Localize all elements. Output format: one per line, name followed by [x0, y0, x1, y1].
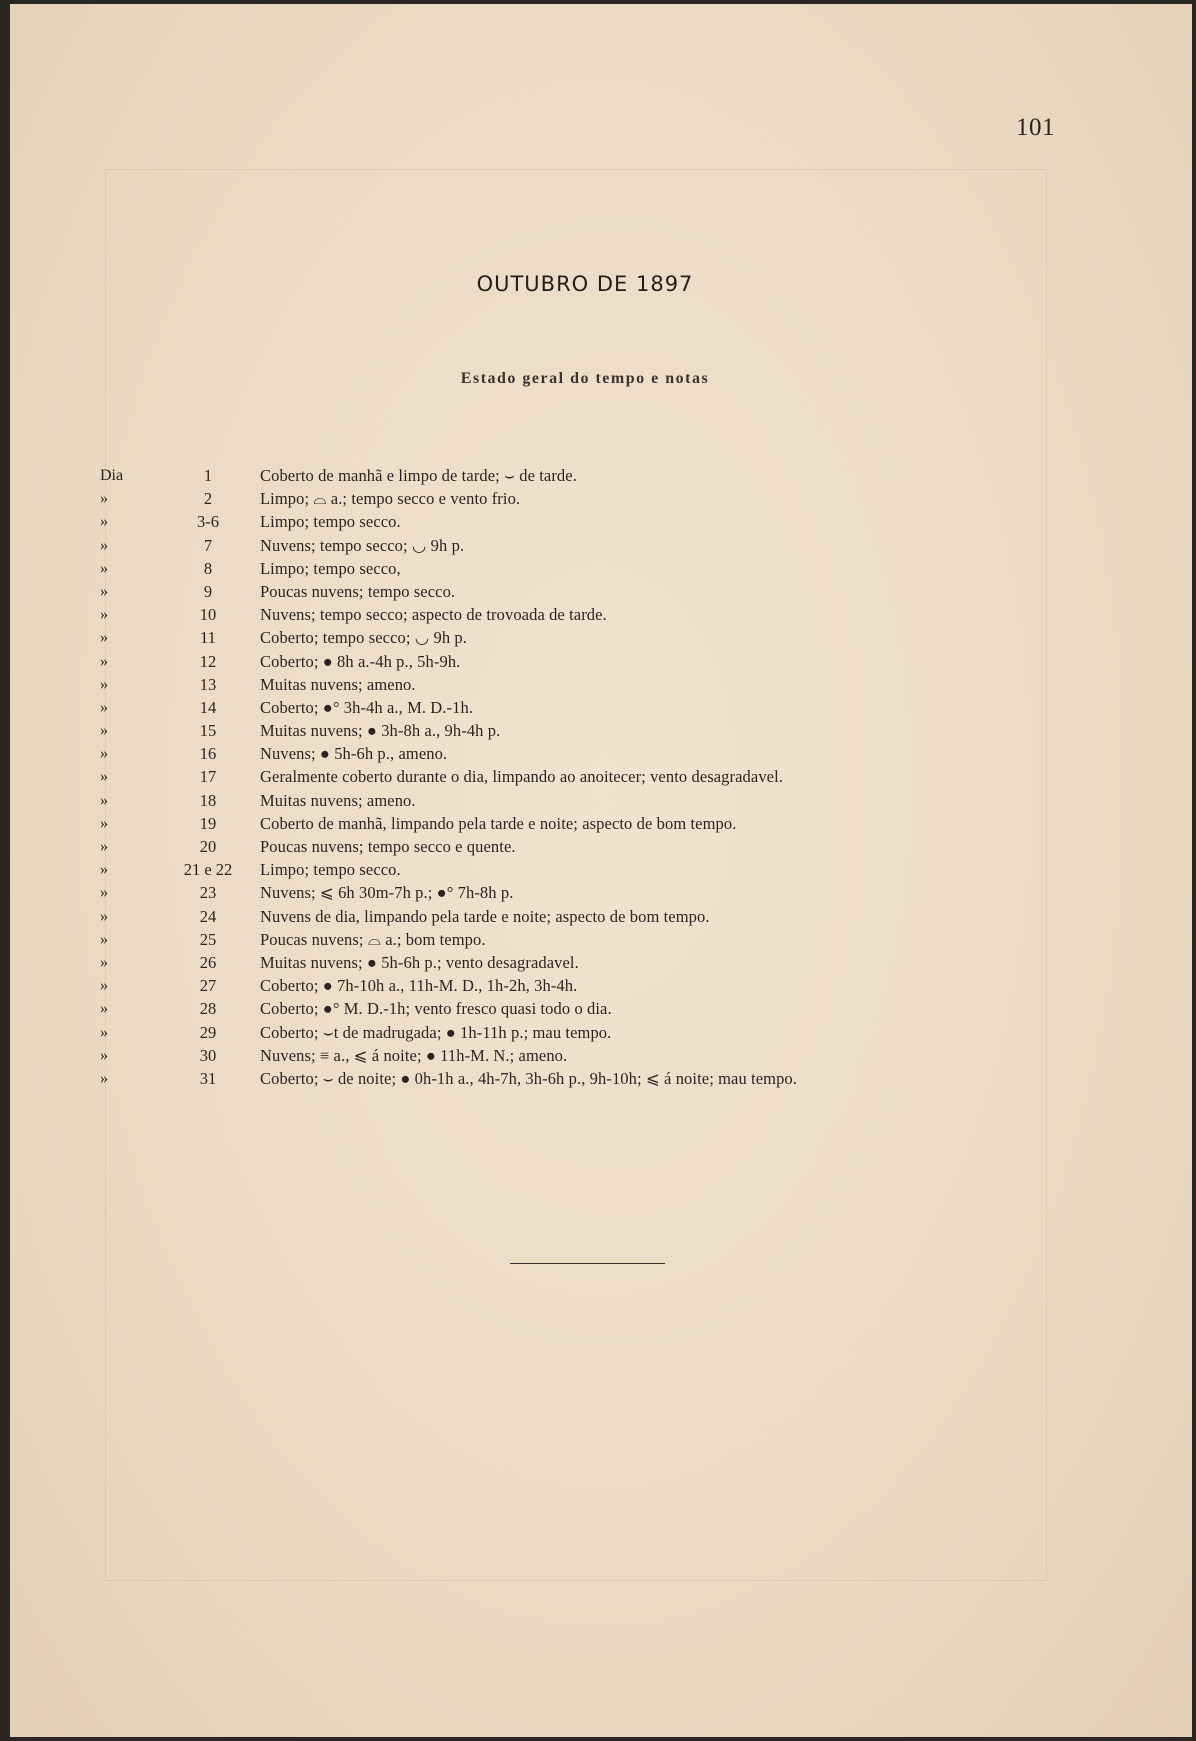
day-number: 14 — [199, 697, 217, 717]
day-label: » — [100, 675, 108, 693]
day-label: » — [100, 606, 108, 624]
day-label: » — [100, 698, 108, 716]
weather-note: Limpo; ⌓ a.; tempo secco e vento frio. — [260, 489, 521, 509]
day-label: » — [100, 1000, 108, 1018]
day-number: 15 — [199, 721, 217, 741]
day-number: 2 — [203, 489, 213, 509]
weather-note: Nuvens; ⩽ 6h 30m-7h p.; ●° 7h-8h p. — [260, 883, 514, 903]
day-number: 7 — [203, 535, 213, 555]
page-number: 101 — [1016, 114, 1055, 141]
day-label: » — [100, 559, 108, 577]
weather-note: Coberto; ⌣t de madrugada; ● 1h-11h p.; mau tempo. — [260, 1022, 612, 1042]
weather-note: Limpo; tempo secco, — [260, 558, 401, 578]
page-title: OUTUBRO DE 1897 — [476, 272, 694, 296]
weather-note: Muitas nuvens; ameno. — [260, 790, 416, 810]
weather-note: Coberto de manhã e limpo de tarde; ⌣ de tarde. — [260, 466, 577, 485]
day-label: » — [100, 745, 108, 763]
day-label: » — [100, 722, 108, 740]
weather-note: Poucas nuvens; tempo secco. — [260, 581, 456, 601]
day-number: 27 — [199, 976, 217, 996]
day-label: » — [100, 652, 108, 670]
day-number: 23 — [199, 883, 217, 903]
day-number: 3-6 — [197, 512, 219, 532]
document-page — [10, 4, 1192, 1737]
weather-note: Coberto; ●° M. D.-1h; vento fresco quasi todo o dia. — [260, 999, 612, 1019]
day-label: » — [100, 814, 108, 832]
day-number: 12 — [199, 651, 217, 671]
day-number: 9 — [203, 581, 213, 601]
weather-note: Muitas nuvens; ● 3h-8h a., 9h-4h p. — [260, 721, 501, 741]
closing-rule — [510, 1263, 665, 1264]
day-number: 10 — [199, 605, 217, 625]
weather-note: Coberto; ⌣ de noite; ● 0h-1h a., 4h-7h, 3h-6h p., 9h-10h; ⩽ á noite; mau tempo. — [260, 1068, 797, 1088]
weather-note: Coberto; tempo secco; ◡ 9h p. — [260, 628, 468, 648]
day-number: 20 — [199, 837, 217, 856]
day-number: 19 — [199, 813, 217, 833]
day-number: 21 e 22 — [183, 860, 233, 880]
weather-note: Poucas nuvens; ⌓ a.; bom tempo. — [260, 929, 486, 949]
weather-note: Limpo; tempo secco. — [260, 860, 401, 880]
day-label: » — [100, 1023, 108, 1041]
day-label: Dia — [100, 467, 124, 484]
day-label: » — [100, 1069, 108, 1087]
day-label: » — [100, 513, 108, 531]
weather-note: Coberto; ●° 3h-4h a., M. D.-1h. — [260, 697, 474, 717]
day-number: 13 — [199, 674, 217, 694]
weather-note: Muitas nuvens; ● 5h-6h p.; vento desagradavel. — [260, 952, 579, 972]
day-number: 31 — [199, 1068, 217, 1088]
day-label: » — [100, 490, 108, 508]
weather-note: Poucas nuvens; tempo secco e quente. — [260, 837, 516, 856]
weather-note: Limpo; tempo secco. — [260, 512, 401, 532]
day-label: » — [100, 861, 108, 879]
section-subtitle: Estado geral do tempo e notas — [460, 370, 710, 387]
weather-note: Nuvens; ≡ a., ⩽ á noite; ● 11h-M. N.; ameno. — [260, 1045, 568, 1065]
day-label: » — [100, 629, 108, 647]
day-label: » — [100, 953, 108, 971]
weather-note: Nuvens; ● 5h-6h p., ameno. — [260, 744, 448, 764]
day-number: 17 — [199, 767, 217, 787]
day-label: » — [100, 791, 108, 809]
day-label: » — [100, 536, 108, 554]
day-label: » — [100, 977, 108, 995]
day-label: » — [100, 907, 108, 925]
day-label: » — [100, 768, 108, 786]
day-label: » — [100, 838, 108, 855]
weather-note: Nuvens; tempo secco; aspecto de trovoada de tarde. — [260, 605, 607, 625]
weather-note: Coberto; ● 8h a.-4h p., 5h-9h. — [260, 651, 461, 671]
weather-note: Nuvens; tempo secco; ◡ 9h p. — [260, 535, 465, 555]
day-number: 18 — [199, 790, 217, 810]
weather-note: Coberto de manhã, limpando pela tarde e noite; aspecto de bom tempo. — [260, 813, 737, 833]
day-number: 1 — [203, 466, 213, 485]
day-number: 30 — [199, 1045, 217, 1065]
weather-note: Geralmente coberto durante o dia, limpando ao anoitecer; vento desagradavel. — [260, 767, 784, 787]
day-label: » — [100, 884, 108, 902]
day-number: 24 — [199, 906, 217, 926]
day-number: 16 — [199, 744, 217, 764]
day-number: 28 — [199, 999, 217, 1019]
day-number: 26 — [199, 952, 217, 972]
day-label: » — [100, 1046, 108, 1064]
day-label: » — [100, 930, 108, 948]
day-number: 11 — [200, 628, 216, 648]
day-number: 8 — [203, 558, 213, 578]
weather-note: Nuvens de dia, limpando pela tarde e noite; aspecto de bom tempo. — [260, 906, 710, 926]
weather-note: Coberto; ● 7h-10h a., 11h-M. D., 1h-2h, 3h-4h. — [260, 976, 578, 996]
day-number: 29 — [199, 1022, 217, 1042]
day-label: » — [100, 582, 108, 600]
day-number: 25 — [199, 929, 217, 949]
weather-note: Muitas nuvens; ameno. — [260, 674, 416, 694]
